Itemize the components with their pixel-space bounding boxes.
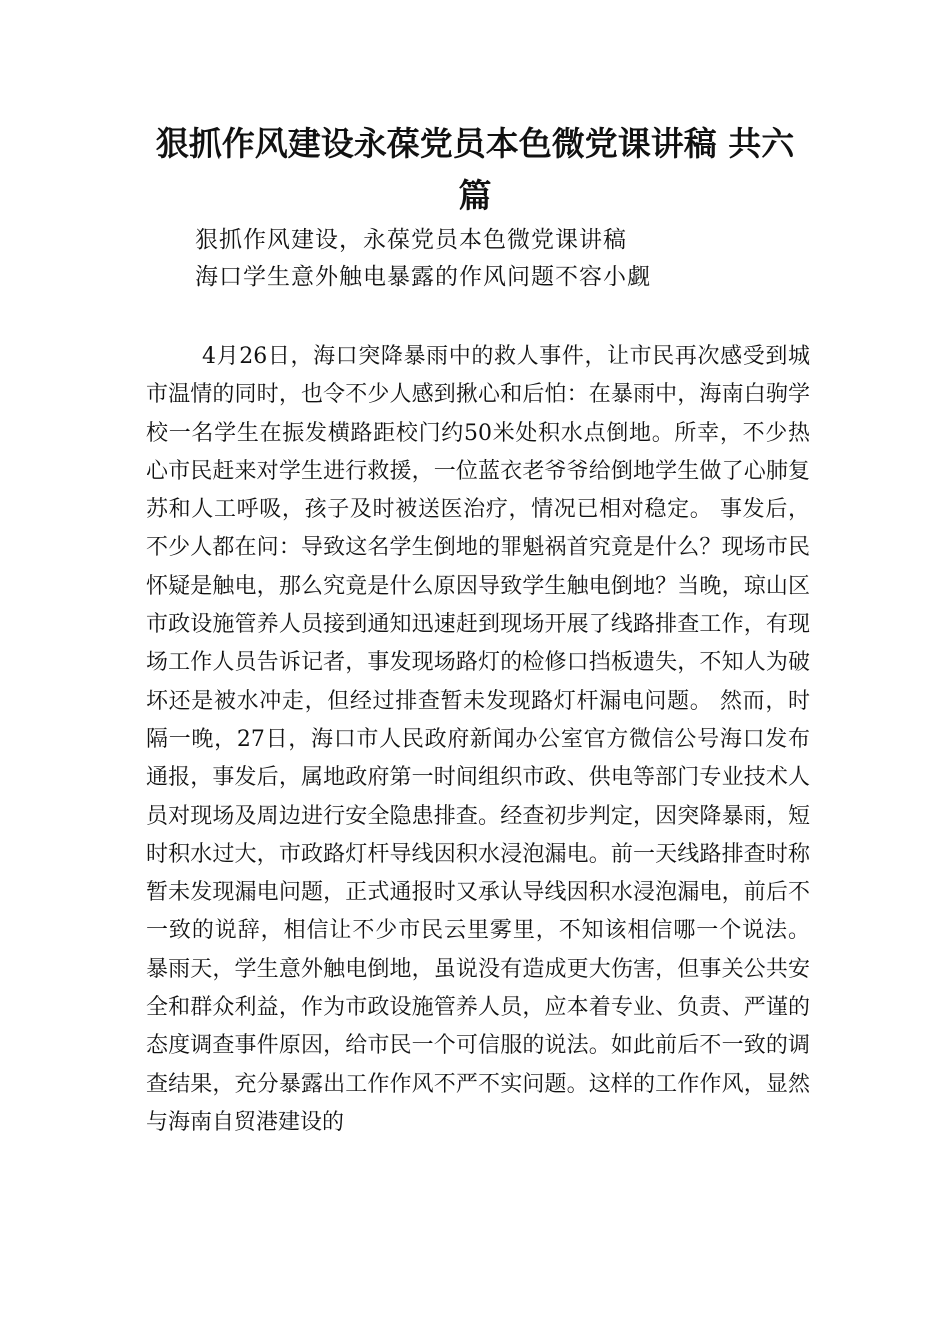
subtitle-secondary: 海口学生意外触电暴露的作风问题不容小觑: [195, 264, 651, 290]
document-title: 狠抓作风建设永葆党员本色微党课讲稿 共六篇: [155, 124, 795, 215]
body-paragraph: 4月26日，海口突降暴雨中的救人事件，让市民再次感受到城市温情的同时，也令不少人感到揪心和后怕：在暴雨中，海南白驹学校一名学生在振发横路距校门约50米处积水点倒地。所幸，不少热心市民赶来对学生进行救援，一位蓝衣老爷爷给倒地学生做了心肺复苏和人工呼吸，孩子及时被送医治疗，情况已相对稳定。 事发后，不少人都在问：导致这名学生倒地的罪魁祸首究竟是什么？现场市民怀疑是触电，那么究竟是什么原因导致学生触电倒地？当晚，琼山区市政设施管养人员接到通知迅速赶到现场开展了线路排查工作，有现场工作人员告诉记者，事发现场路灯的检修口挡板遗失，不知人为破坏还是被水冲走，但经过排查暂未发现路灯杆漏电问题。 然而，时隔一晚，27日，海口市人民政府新闻办公室官方微信公号海口发布通报，事发后，属地政府第一时间组织市政、供电等部门专业技术人员对现场及周边进行安全隐患排查。经查初步判定，因突降暴雨，短时积水过大，市政路灯杆导线因积水浸泡漏电。前一天线路排查时称暂未发现漏电问题，正式通报时又承认导线因积水浸泡漏电，前后不一致的说辞，相信让不少市民云里雾里，不知该相信哪一个说法。 暴雨天，学生意外触电倒地，虽说没有造成更大伤害，但事关公共安全和群众利益，作为市政设施管养人员，应本着专业、负责、严谨的态度调查事件原因，给市民一个可信服的说法。如此前后不一致的调查结果，充分暴露出工作作风不严不实问题。这样的工作作风，显然与海南自贸港建设的: [146, 344, 810, 1135]
subtitle-primary: 狠抓作风建设，永葆党员本色微党课讲稿: [195, 227, 627, 253]
